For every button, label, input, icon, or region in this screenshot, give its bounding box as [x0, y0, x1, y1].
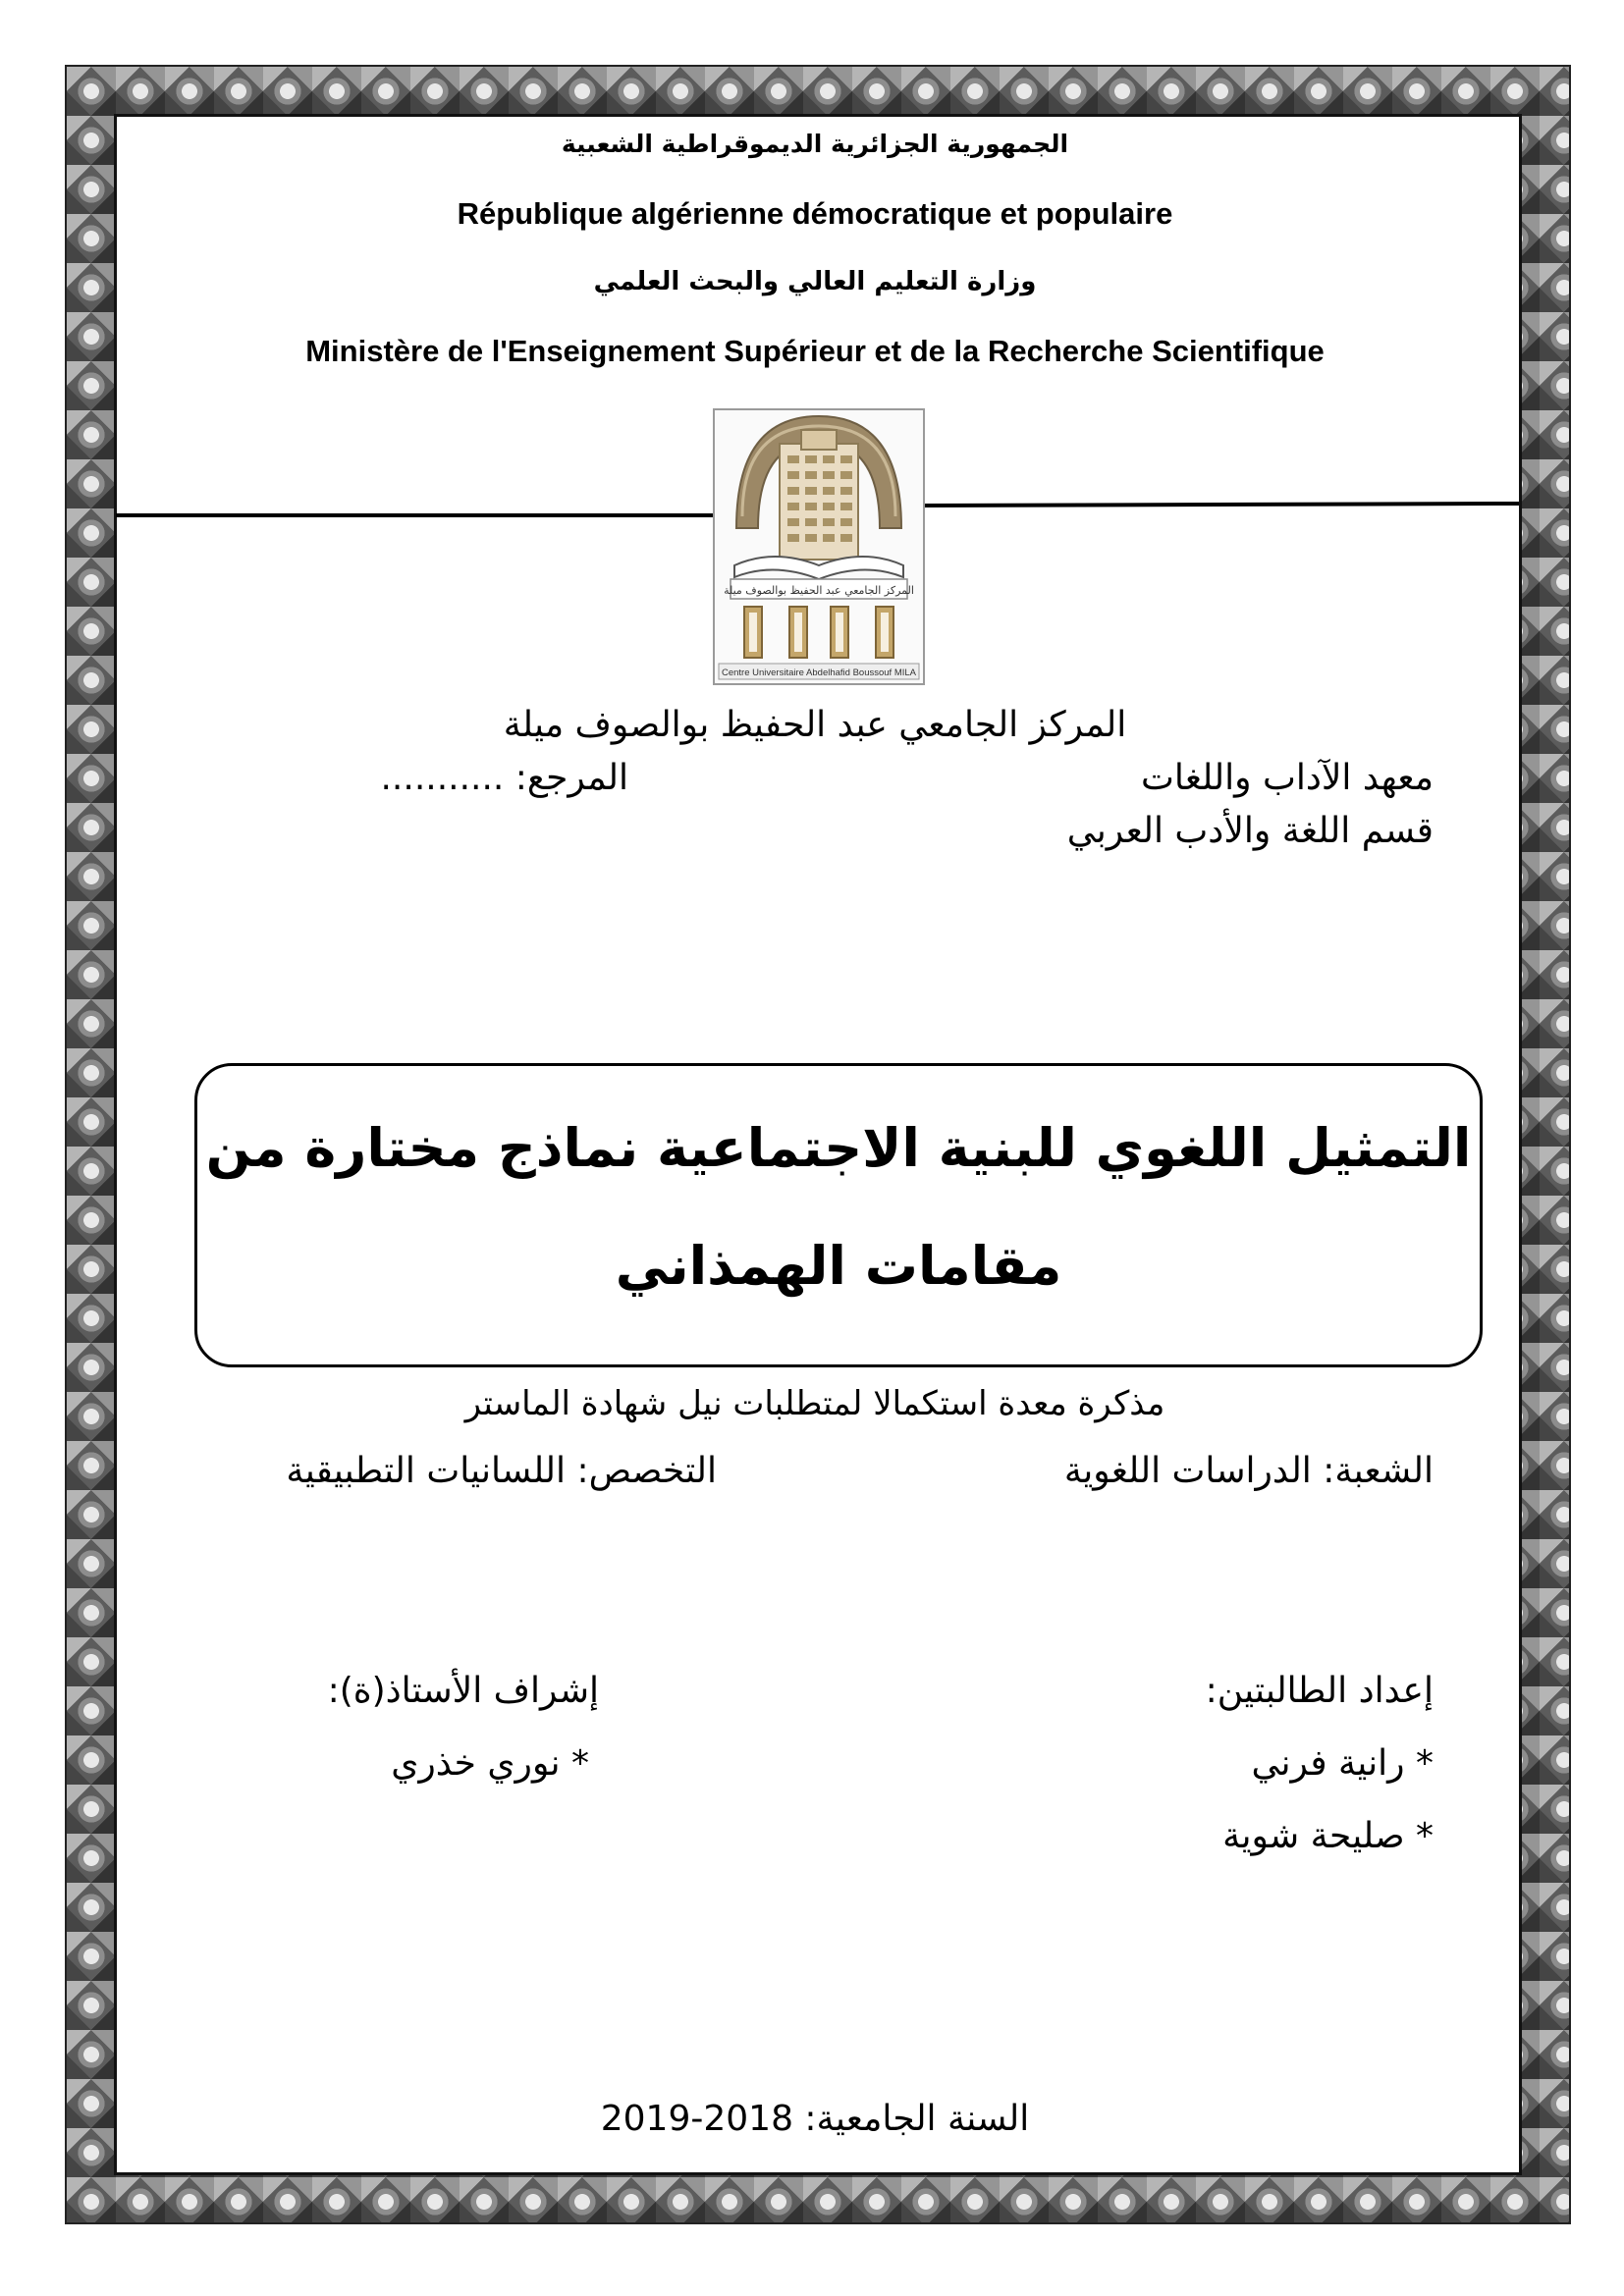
reference-number: المرجع: ...........: [380, 758, 628, 798]
university-center: المركز الجامعي عبد الحفيظ بوالصوف ميلة: [503, 705, 1127, 745]
header-rule-left: [116, 513, 715, 517]
university-logo: [713, 408, 925, 685]
thesis-title-line-1: التمثيل اللغوي للبنية الاجتماعية نماذج مختارة من: [205, 1117, 1472, 1179]
republic-arabic: الجمهورية الجزائرية الديموقراطية الشعبية: [561, 130, 1069, 158]
academic-year: السنة الجامعية: 2018-2019: [600, 2099, 1030, 2139]
thesis-branch: الشعبة: الدراسات اللغوية: [1063, 1451, 1434, 1491]
thesis-purpose: مذكرة معدة استكمالا لمتطلبات نيل شهادة الماستر: [464, 1384, 1165, 1423]
thesis-title-line-2: مقامات الهمذاني: [615, 1235, 1062, 1297]
ministry-arabic: وزارة التعليم العالي والبحث العلمي: [593, 267, 1037, 296]
thesis-title-box: [194, 1063, 1483, 1367]
logo-banner-text: المركز الجامعي عبد الحفيظ بوالصوف ميلة: [724, 584, 914, 597]
supervisor-name: * نوري خذري: [391, 1743, 589, 1784]
student-1: * رانية فرني: [1251, 1743, 1434, 1784]
thesis-specialty: التخصص: اللسانيات التطبيقية: [286, 1451, 717, 1491]
supervisor-label: إشراف الأستاذ(ة):: [327, 1671, 599, 1711]
students-label: إعداد الطالبتين:: [1205, 1671, 1434, 1711]
ministry-french: Ministère de l'Enseignement Supérieur et de la Recherche Scientifique: [305, 334, 1325, 368]
institute-name: معهد الآداب واللغات: [1141, 758, 1434, 798]
student-2: * صليحة شوية: [1222, 1816, 1434, 1856]
department-name: قسم اللغة والأدب العربي: [1066, 811, 1434, 851]
logo-caption: Centre Universitaire Abdelhafid Boussouf MILA: [721, 667, 917, 678]
republic-french: République algérienne démocratique et populaire: [457, 196, 1173, 231]
